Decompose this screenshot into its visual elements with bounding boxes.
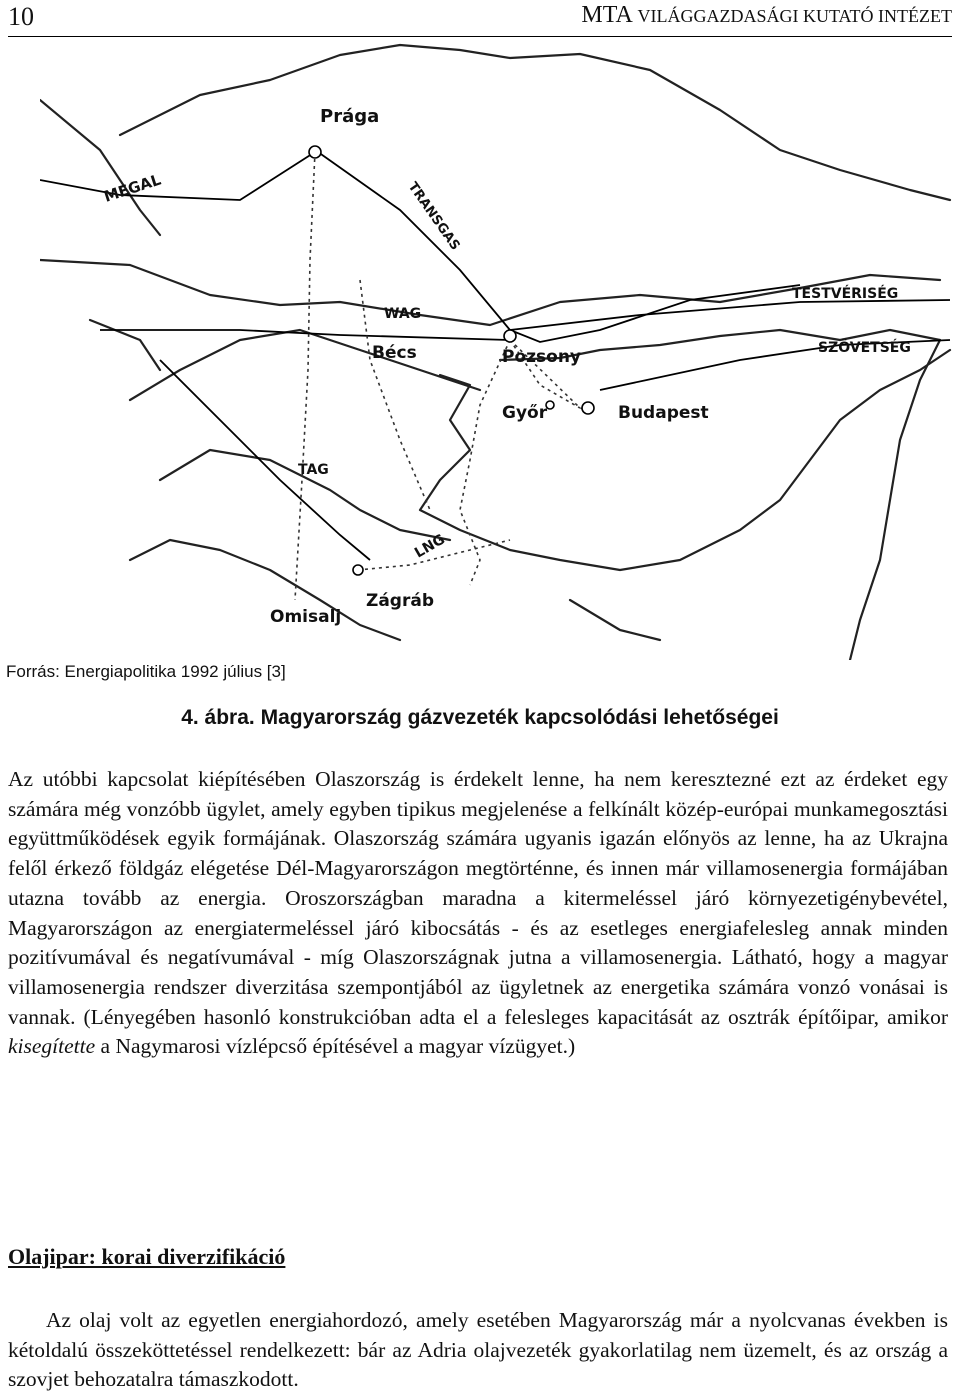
border-north bbox=[120, 45, 950, 200]
pipeline-testveriseg bbox=[510, 300, 950, 330]
figure-caption: 4. ábra. Magyarország gázvezeték kapcsolódási lehetőségei bbox=[181, 706, 779, 729]
body-paragraph-1 bbox=[8, 765, 948, 1062]
running-title bbox=[581, 2, 952, 29]
running-title-smallcaps: VILÁGGAZDASÁGI KUTATÓ INTÉZET bbox=[637, 6, 952, 26]
border-alps bbox=[130, 330, 480, 400]
label-omisalj: Omisalj bbox=[270, 607, 342, 627]
border-west-a bbox=[40, 100, 160, 235]
link-pozsony-gyor bbox=[460, 340, 510, 585]
border-hungary-east bbox=[850, 340, 940, 660]
pipeline-map bbox=[40, 40, 960, 660]
paragraph-1-italic: kisegítette bbox=[8, 1034, 96, 1059]
label-megal: MEGAL bbox=[101, 170, 164, 206]
label-zagrab: Zágráb bbox=[366, 591, 434, 611]
page-header bbox=[8, 0, 952, 37]
node-praga bbox=[309, 146, 321, 158]
label-tag: TAG bbox=[298, 462, 329, 478]
node-gyor bbox=[546, 401, 554, 409]
label-wag: WAG bbox=[384, 306, 422, 322]
paragraph-2-text: Az olaj volt az egyetlen energiahordozó, amely esetében Magyarország már a nyolcvanas években is kétoldalú összeköttetéssel rendelkezett: bár az Adria olajvezeték gyakorlatilag nem üzemelt, és az ország a szovjet behozatalra támaszkodott. bbox=[8, 1308, 948, 1392]
border-croatia bbox=[130, 540, 400, 640]
pipeline-megal bbox=[40, 152, 315, 200]
section-heading: Olajipar: korai diverzifikáció bbox=[8, 1244, 286, 1269]
label-gyor: Győr bbox=[502, 403, 548, 423]
border-west-b bbox=[90, 320, 160, 370]
node-budapest bbox=[582, 402, 594, 414]
running-title-prefix: MTA bbox=[581, 2, 638, 28]
paragraph-1-text-a: Az utóbbi kapcsolat kiépítésében Olaszország is érdekelt lenne, ha nem keresztezné ezt az érdeket egy számára még vonzóbb ügylet, amely egyben tipikus megjelenése a felkínált közép-európai munkamegosztási együttműködések egyik formájának. Olaszország számára ugyanis igazán előnyös az lenne, ha az Ukrajna felől érkező földgáz elégetése Dél-Magyarországon megtörténne, és innen már villamosenergia formájában utazna tovább az energia. Oroszországban maradna a kitermeléssel járó környezetigénybevétel, Magyarországon az energiatermeléssel járó kibocsátás - és az esetleges energiafelesleg annak minden pozitívumával és negatívumával - míg Olaszországnak jutna a villamosenergia. Látható, hogy a magyar villamosenergia rendszer diverzitása szempontjából az ügyletnek az energetika számára vonzó vonásai is vannak. (Lényegében hasonló konstrukcióban adta el a felesleges kapacitását az osztrák építőipar, amikor bbox=[8, 767, 948, 1029]
label-praga: Prága bbox=[320, 106, 380, 127]
paragraph-1-text-b: a Nagymarosi vízlépcső építésével a magyar vízügyet.) bbox=[95, 1034, 576, 1059]
label-szovetseg: SZÖVETSÉG bbox=[818, 340, 911, 356]
label-testveriseg: TESTVÉRISÉG bbox=[792, 286, 899, 302]
page-number: 10 bbox=[8, 2, 34, 31]
label-budapest: Budapest bbox=[618, 403, 709, 423]
label-transgas: TRANSGAS bbox=[404, 179, 463, 254]
border-hungary-west bbox=[420, 350, 950, 570]
node-pozsony bbox=[504, 330, 516, 342]
border-south-a bbox=[570, 600, 660, 640]
label-pozsony: Pozsony bbox=[502, 347, 582, 367]
link-praga-south bbox=[295, 152, 315, 600]
label-lng: LNG bbox=[412, 531, 448, 562]
node-zagrab bbox=[353, 565, 363, 575]
label-becs: Bécs bbox=[372, 343, 417, 363]
body-paragraph-2 bbox=[8, 1306, 948, 1395]
figure-source: Forrás: Energiapolitika 1992 július [3] bbox=[6, 662, 286, 681]
